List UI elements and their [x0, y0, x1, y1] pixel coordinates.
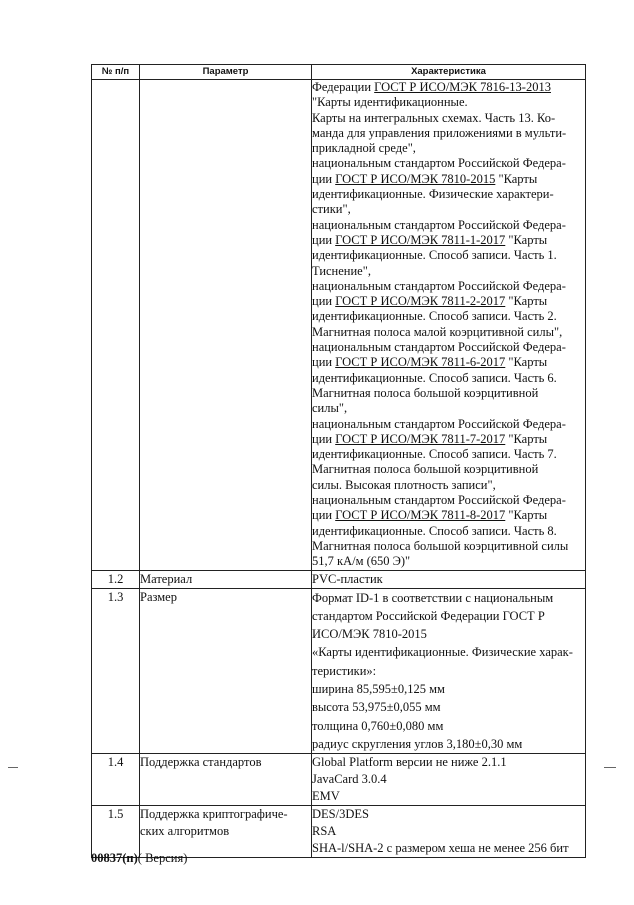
char-line [312, 187, 585, 202]
char-text: ции [312, 355, 336, 370]
char-line: EMV [312, 789, 340, 804]
char-line [312, 264, 585, 279]
document-footer [91, 851, 187, 866]
char-line: ширина 85,595±0,125 мм [312, 681, 445, 696]
char-line [312, 309, 585, 324]
table-row-continuation [92, 80, 586, 571]
char-text: идентификационные. Способ записи. Часть 6. [312, 370, 557, 385]
table-header-row [92, 65, 586, 80]
char-line [312, 141, 585, 156]
row-char [312, 570, 586, 588]
row-char [312, 588, 586, 754]
standard-reference: ГОСТ Р ИСО/МЭК 7811-6-2017 [335, 355, 506, 370]
char-text: силы", [312, 401, 348, 416]
row-char-cell [312, 80, 586, 571]
row-char [312, 806, 586, 858]
char-line [312, 111, 585, 126]
char-text: идентификационные. Способ записи. Часть 1. [312, 248, 557, 263]
char-line [312, 325, 585, 340]
char-line [312, 508, 585, 523]
char-line: JavaCard 3.0.4 [312, 772, 387, 787]
char-line: Global Platform версии не ниже 2.1.1 [312, 755, 507, 770]
spec-table [91, 64, 586, 858]
header-char: Характеристика [312, 65, 586, 80]
char-text: силы. Высокая плотность записи", [312, 477, 496, 492]
char-line: ИСО/МЭК 7810-2015 [312, 627, 427, 642]
row-param: Размер [140, 588, 312, 754]
char-text: Федерации [312, 80, 375, 94]
char-line [312, 294, 585, 309]
char-line: DES/3DES [312, 807, 369, 822]
char-text: национальным стандартом Российской Федера- [312, 340, 566, 355]
char-line [312, 340, 585, 355]
char-line [312, 172, 585, 187]
char-text: Магнитная полоса большой коэрцитивной силы [312, 538, 569, 553]
char-text: национальным стандартом Российской Федера- [312, 217, 566, 232]
char-line: стандартом Российской Федерации ГОСТ Р [312, 608, 545, 623]
char-text: Магнитная полоса малой коэрцитивной силы", [312, 324, 563, 339]
row-num: 1.5 [92, 806, 140, 858]
char-line [312, 386, 585, 401]
char-line [312, 417, 585, 432]
char-line [312, 80, 585, 95]
standard-reference: ГОСТ Р ИСО/МЭК 7811-7-2017 [335, 431, 506, 446]
char-text: "Карты идентификационные. [312, 95, 468, 110]
standard-reference: ГОСТ Р ИСО/МЭК 7811-8-2017 [335, 508, 506, 523]
char-text: национальным стандартом Российской Федера- [312, 493, 566, 508]
standard-reference: ГОСТ Р ИСО/МЭК 7811-1-2017 [335, 232, 506, 247]
char-text: Тиснение", [312, 263, 371, 278]
char-text: "Карты [505, 355, 548, 370]
header-num: № п/п [92, 65, 140, 80]
char-line [312, 447, 585, 462]
char-line [312, 218, 585, 233]
char-text: Магнитная полоса большой коэрцитивной [312, 385, 539, 400]
table-row-1-2 [92, 570, 586, 588]
row-param [140, 806, 312, 858]
standard-reference: ГОСТ Р ИСО/МЭК 7811-2-2017 [335, 294, 506, 309]
char-text: национальным стандартом Российской Федера- [312, 156, 566, 171]
row-param: Поддержка стандартов [140, 754, 312, 806]
char-line [312, 279, 585, 294]
row-param-cell [140, 80, 312, 571]
char-line [312, 539, 585, 554]
char-line [312, 432, 585, 447]
scan-mark [8, 767, 18, 768]
char-line [312, 371, 585, 386]
char-line [312, 401, 585, 416]
char-line: высота 53,975±0,055 мм [312, 700, 441, 715]
footer-code: 00837(п) [91, 851, 138, 865]
row-char [312, 754, 586, 806]
char-text: ции [312, 294, 336, 309]
char-line: толщина 0,760±0,080 мм [312, 718, 444, 733]
char-text: прикладной среде", [312, 141, 416, 156]
char-text: ции [312, 508, 336, 523]
char-line [312, 95, 585, 110]
char-text: ции [312, 171, 336, 186]
param-line: Поддержка криптографиче- [140, 807, 288, 822]
char-text: "Карты [505, 232, 548, 247]
char-line: PVC-пластик [312, 571, 383, 586]
char-text: идентификационные. Способ записи. Часть 8. [312, 523, 557, 538]
footer-version: ( Версия) [137, 851, 188, 865]
char-line: «Карты идентификационные. Физические харак- [312, 645, 573, 660]
char-text: "Карты [505, 431, 548, 446]
standard-reference: ГОСТ Р ИСО/МЭК 7810-2015 [335, 171, 496, 186]
char-text: национальным стандартом Российской Федера- [312, 278, 566, 293]
table-row-1-5 [92, 806, 586, 858]
table-row-1-3 [92, 588, 586, 754]
char-line: Формат ID-1 в соответствии с национальным [312, 590, 554, 605]
char-text: идентификационные. Способ записи. Часть 7. [312, 447, 557, 462]
scan-mark [604, 767, 616, 768]
char-text: манда для управления приложениями в мульти- [312, 125, 567, 140]
standard-reference: ГОСТ Р ИСО/МЭК 7816-13-2013 [374, 80, 551, 94]
char-text: 51,7 кА/м (650 Э)" [312, 554, 411, 569]
char-line [312, 248, 585, 263]
char-text: Карты на интегральных схемах. Часть 13. Ко- [312, 110, 556, 125]
char-line [312, 478, 585, 493]
char-line [312, 126, 585, 141]
char-line [312, 156, 585, 171]
char-line: RSA [312, 824, 337, 839]
char-line [312, 202, 585, 217]
char-text: ции [312, 431, 336, 446]
row-num: 1.3 [92, 588, 140, 754]
char-line [312, 524, 585, 539]
char-line: теристики»: [312, 663, 377, 678]
char-line [312, 493, 585, 508]
param-line: ских алгоритмов [140, 824, 230, 839]
row-num: 1.4 [92, 754, 140, 806]
char-text: "Карты [505, 294, 548, 309]
char-line [312, 233, 585, 248]
row-num-cell [92, 80, 140, 571]
char-text: ции [312, 232, 336, 247]
char-text: "Карты [495, 171, 538, 186]
char-line: SHA-l/SHA-2 с размером хеша не менее 256 бит [312, 841, 569, 856]
char-text: "Карты [505, 508, 548, 523]
char-line: радиус скругления углов 3,180±0,30 мм [312, 736, 523, 751]
char-text: идентификационные. Способ записи. Часть 2. [312, 309, 557, 324]
row-param: Материал [140, 570, 312, 588]
char-text: стики", [312, 202, 351, 217]
char-line [312, 462, 585, 477]
char-line [312, 554, 585, 569]
char-text: Магнитная полоса большой коэрцитивной [312, 462, 539, 477]
char-line [312, 355, 585, 370]
table-row-1-4 [92, 754, 586, 806]
char-text: идентификационные. Физические характери- [312, 187, 554, 202]
row-num: 1.2 [92, 570, 140, 588]
header-param: Параметр [140, 65, 312, 80]
char-text: национальным стандартом Российской Федера- [312, 416, 566, 431]
